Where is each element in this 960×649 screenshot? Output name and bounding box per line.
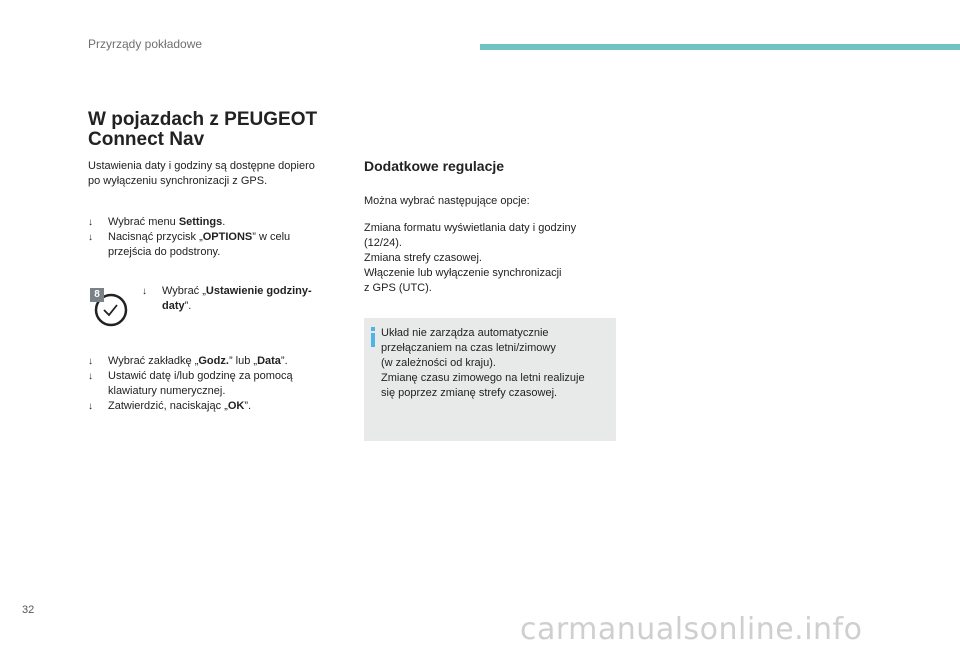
note-line: przełączaniem na czas letni/zimowy: [381, 342, 556, 354]
intro-line: po wyłączeniu synchronizacji z GPS.: [88, 175, 268, 187]
note-line: Układ nie zarządza automatycznie: [381, 327, 549, 339]
step-item: [88, 399, 358, 414]
steps-group-2: [88, 354, 358, 414]
options-intro: Można wybrać następujące opcje:: [364, 195, 530, 207]
arrow-bullet-icon: ↓: [88, 217, 93, 228]
page-number: 32: [22, 604, 35, 616]
step-text: ” w celu: [252, 231, 291, 243]
intro-paragraph: [88, 159, 358, 189]
step-item: [88, 354, 358, 369]
step-text: przejścia do podstrony.: [108, 246, 221, 258]
option-name: daty: [162, 300, 185, 312]
section-heading-line1: W pojazdach z PEUGEOT: [88, 109, 318, 130]
header-accent-bar: [480, 44, 960, 50]
step-item: [142, 284, 342, 314]
arrow-bullet-icon: ↓: [88, 356, 93, 367]
arrow-bullet-icon: ↓: [88, 232, 93, 243]
option-line: (12/24).: [364, 237, 402, 249]
menu-name: Settings: [178, 216, 223, 228]
info-icon: [370, 327, 376, 347]
clock-settings-icon: [90, 288, 130, 328]
option-name: Ustawienie godziny-: [205, 285, 312, 297]
step-item-icon: [142, 284, 342, 314]
step-text: ”.: [184, 300, 192, 312]
note-line: się poprzez zmianę strefy czasowej.: [381, 387, 558, 399]
step-text: ”.: [244, 400, 252, 412]
step-text: .: [222, 216, 226, 228]
watermark: carmanualsonline.info: [520, 612, 863, 647]
step-number-badge: 8: [90, 288, 104, 302]
tab-name: Data: [257, 355, 281, 367]
arrow-bullet-icon: ↓: [142, 286, 147, 297]
step-text: Wybrać menu: [108, 216, 179, 228]
section-heading-line2: Connect Nav: [88, 129, 205, 150]
step-text: Wybrać „: [162, 285, 206, 297]
step-item: [88, 215, 358, 230]
note-line: (w zależności od kraju).: [381, 357, 496, 369]
note-line: Zmianę czasu zimowego na letni realizuje: [381, 372, 585, 384]
arrow-bullet-icon: ↓: [88, 371, 93, 382]
intro-line: Ustawienia daty i godziny są dostępne dopiero: [88, 160, 315, 172]
subsection-heading: Dodatkowe regulacje: [364, 158, 505, 174]
option-line: Zmiana formatu wyświetlania daty i godziny: [364, 222, 577, 234]
options-list: [364, 221, 624, 296]
step-text: Wybrać zakładkę „: [108, 355, 199, 367]
running-header-title: Przyrządy pokładowe: [88, 37, 203, 51]
step-text: Ustawić datę i/lub godzinę za pomocą: [108, 370, 293, 382]
tab-name: Godz.: [198, 355, 229, 367]
option-line: z GPS (UTC).: [364, 282, 432, 294]
info-note-text: [381, 326, 613, 401]
option-line: Włączenie lub wyłączenie synchronizacji: [364, 267, 562, 279]
steps-group-1: [88, 215, 358, 260]
section-heading: [88, 110, 348, 150]
button-name: OK: [227, 400, 245, 412]
step-text: klawiatury numerycznej.: [108, 385, 226, 397]
step-text: ”.: [280, 355, 288, 367]
arrow-bullet-icon: ↓: [88, 401, 93, 412]
button-name: OPTIONS: [202, 231, 253, 243]
step-text: Zatwierdzić, naciskając „: [108, 400, 228, 412]
step-item: [88, 369, 358, 399]
option-line: Zmiana strefy czasowej.: [364, 252, 482, 264]
step-text: ” lub „: [228, 355, 258, 367]
info-note-box: [364, 318, 616, 441]
step-text: Nacisnąć przycisk „: [108, 231, 203, 243]
step-item: [88, 230, 358, 260]
